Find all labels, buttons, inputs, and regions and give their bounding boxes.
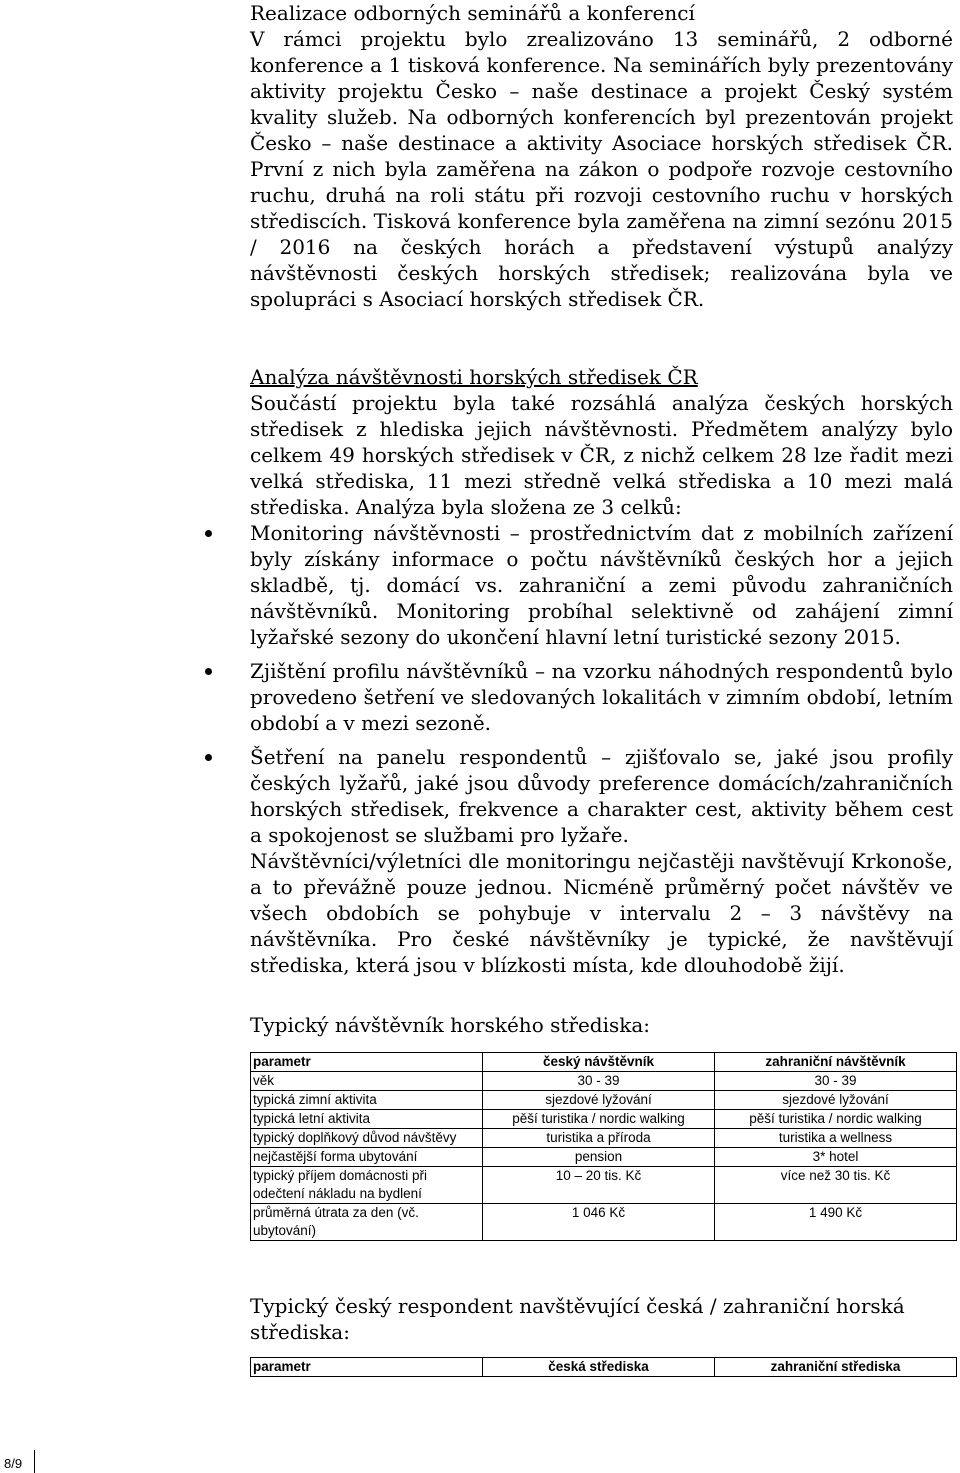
table-cell: 1 046 Kč <box>483 1204 715 1241</box>
table-cell: věk <box>251 1072 483 1091</box>
table-row <box>251 1091 957 1110</box>
table-cell: 30 - 39 <box>483 1072 715 1091</box>
table-header-cell: zahraniční střediska <box>715 1358 957 1377</box>
table-cell: 1 490 Kč <box>715 1204 957 1241</box>
document-page <box>250 0 953 1377</box>
table-cell: pěší turistika / nordic walking <box>483 1110 715 1129</box>
table-row <box>251 1167 957 1204</box>
table-cell: sjezdové lyžování <box>715 1091 957 1110</box>
analysis-intro-paragraph: Součástí projektu byla také rozsáhlá analýza českých horských středisek z hlediska jejich návštěvnosti. Předmětem analýzy bylo celkem 49 horských středisek v ČR, z nichž celkem 28 lze řadit mezi velká střediska, 11 mezi středně velká střediska a 10 mezi malá střediska. Analýza byla složena ze 3 celků: <box>250 391 953 519</box>
table-cell: turistika a příroda <box>483 1129 715 1148</box>
page-number: 8/9 <box>4 1456 23 1471</box>
table-cell: pension <box>483 1148 715 1167</box>
table-cell: více než 30 tis. Kč <box>715 1167 957 1204</box>
table-cell: typická zimní aktivita <box>251 1091 483 1110</box>
table-cell: typický doplňkový důvod návštěvy <box>251 1129 483 1148</box>
table-header-row <box>251 1053 957 1072</box>
table-cell: 10 – 20 tis. Kč <box>483 1167 715 1204</box>
table-cell: 30 - 39 <box>715 1072 957 1091</box>
table-cell: pěší turistika / nordic walking <box>715 1110 957 1129</box>
table-header-cell: parametr <box>251 1358 483 1377</box>
table-cell: sjezdové lyžování <box>483 1091 715 1110</box>
table-header-cell: zahraniční návštěvník <box>715 1053 957 1072</box>
table-header-cell: parametr <box>251 1053 483 1072</box>
table-cell: typický příjem domácnosti při odečtení nákladu na bydlení <box>251 1167 483 1204</box>
table-row <box>251 1072 957 1091</box>
analysis-outro-paragraph: Návštěvníci/výletníci dle monitoringu nejčastěji navštěvují Krkonoše, a to převážně pouze jednou. Nicméně průměrný počet návštěv ve všech obdobích se pohybuje v intervalu 2 – 3 návštěvy na návštěvníka. Pro české návštěvníky je typické, že navštěvují střediska, která jsou v blízkosti místa, kde dlouhodobě žijí. <box>250 849 953 977</box>
table-header-cell: český návštěvník <box>483 1053 715 1072</box>
margin-divider <box>34 1450 35 1473</box>
visitor-profile-table <box>250 1052 957 1241</box>
table-row <box>251 1110 957 1129</box>
section-heading-analysis: Analýza návštěvnosti horských středisek ČR <box>250 365 698 389</box>
table-cell: nejčastější forma ubytování <box>251 1148 483 1167</box>
table1-title: Typický návštěvník horského střediska: <box>250 1013 651 1037</box>
list-item: Šetření na panelu respondentů – zjišťovalo se, jaké jsou profily českých lyžařů, jaké jsou důvody preference domácích/zahraničních horských středisek, frekvence a charakter cest, aktivity během cest a spokojenost se službami pro lyžaře. <box>179 744 953 848</box>
list-item: Zjištění profilu návštěvníků – na vzorku náhodných respondentů bylo provedeno šetření ve sledovaných lokalitách v zimním období, letním období a v mezi sezoně. <box>179 658 953 736</box>
table-row <box>251 1148 957 1167</box>
seminars-paragraph: V rámci projektu bylo zrealizováno 13 seminářů, 2 odborné konference a 1 tisková konference. Na seminářích byly prezentovány aktivity projektu Česko – naše destinace a projekt Český systém kvality služeb. Na odborných konferencích byl prezentován projekt Česko – naše destinace a aktivity Asociace horských středisek ČR. První z nich byla zaměřena na zákon o podpoře rozvoje cestovního ruchu, druhá na roli státu při rozvoji cestovního ruchu v horských střediscích. Tisková konference byla zaměřena na zimní sezónu 2015 / 2016 na českých horách a představení výstupů analýzy návštěvnosti českých horských středisek; realizována byla ve spolupráci s Asociací horských středisek ČR. <box>250 27 953 311</box>
analysis-parts-list <box>179 520 953 848</box>
respondent-profile-table <box>250 1357 957 1377</box>
table-cell: turistika a wellness <box>715 1129 957 1148</box>
table-header-cell: česká střediska <box>483 1358 715 1377</box>
table-row <box>251 1204 957 1241</box>
table2-title: Typický český respondent navštěvující česká / zahraniční horská střediska: <box>250 1294 905 1344</box>
section-heading-seminars: Realizace odborných seminářů a konferencí <box>250 1 695 25</box>
list-item: Monitoring návštěvnosti – prostřednictvím dat z mobilních zařízení byly získány informace o počtu návštěvníků českých hor a jejich skladbě, tj. domácí vs. zahraniční a zemi původu zahraničních návštěvníků. Monitoring probíhal selektivně od zahájení zimní lyžařské sezony do ukončení hlavní letní turistické sezony 2015. <box>179 520 953 650</box>
table-cell: typická letní aktivita <box>251 1110 483 1129</box>
table-cell: 3* hotel <box>715 1148 957 1167</box>
table-header-row <box>251 1358 957 1377</box>
table-cell: průměrná útrata za den (vč. ubytování) <box>251 1204 483 1241</box>
table-row <box>251 1129 957 1148</box>
